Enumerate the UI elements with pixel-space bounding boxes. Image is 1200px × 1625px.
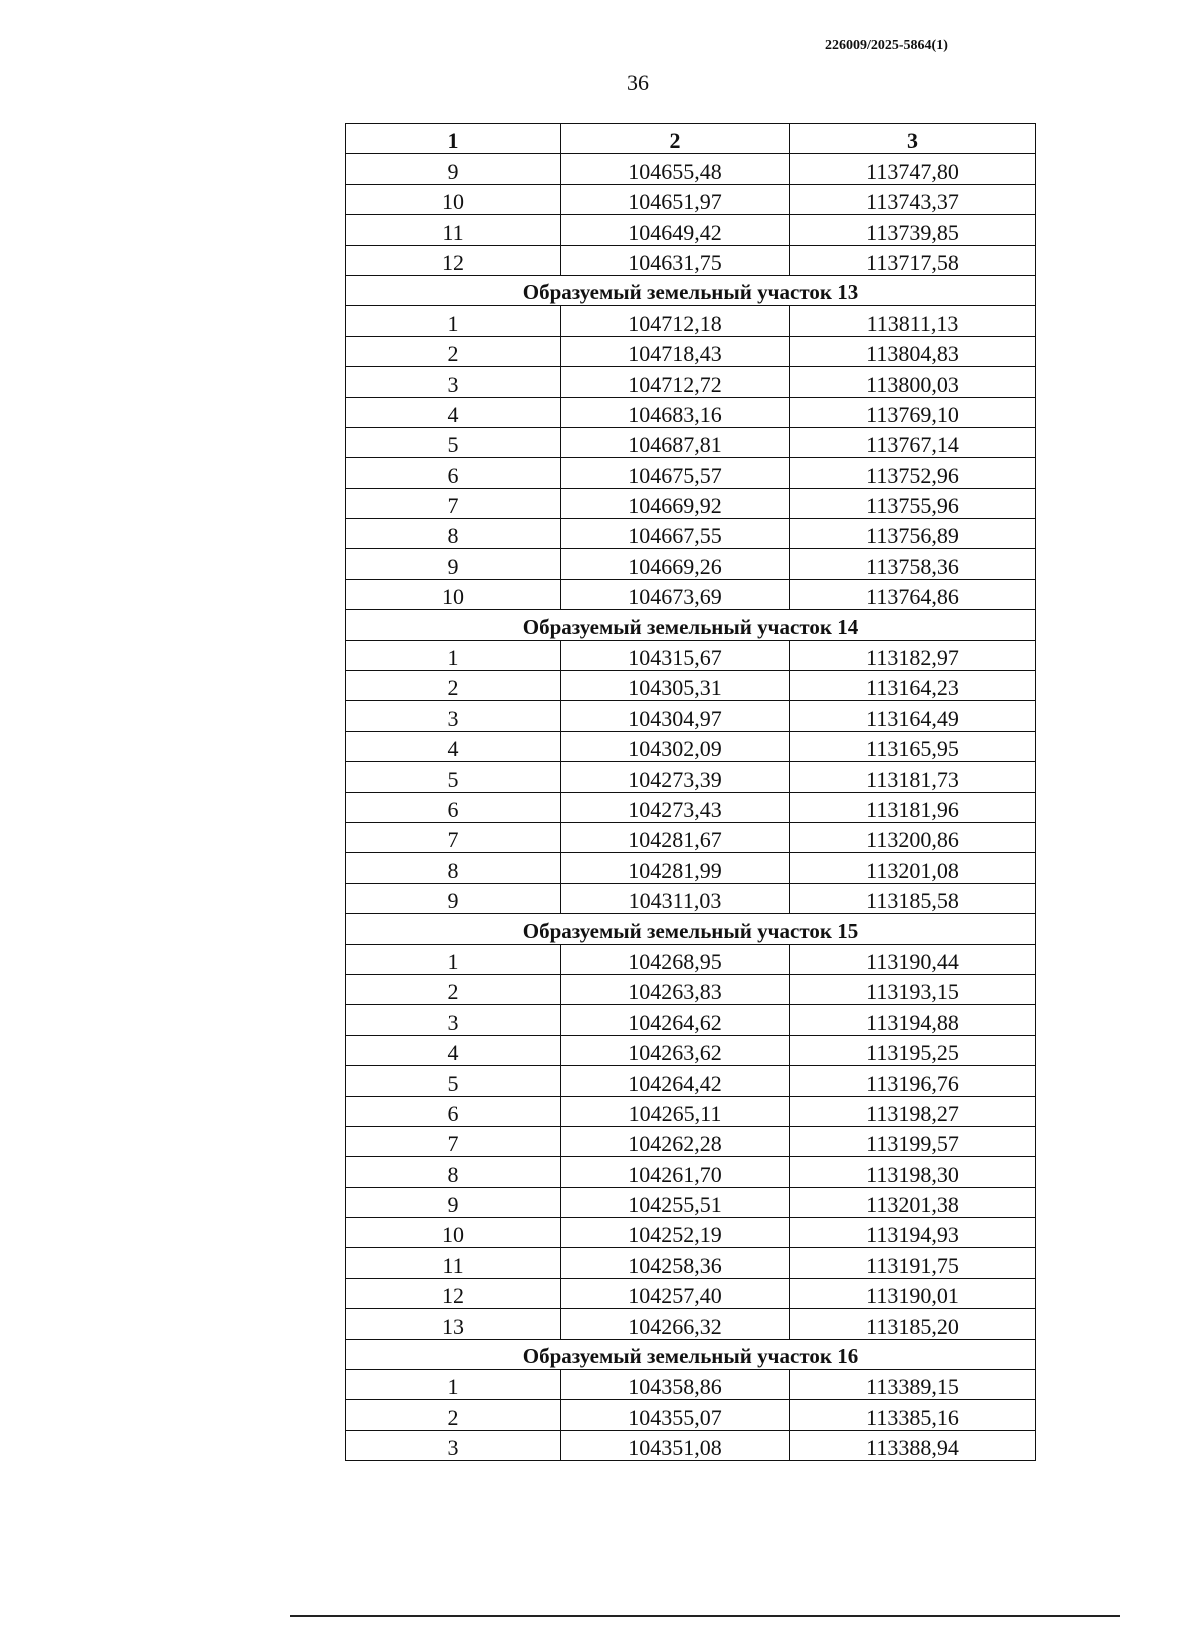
y-coordinate-cell: 113201,38 — [790, 1187, 1036, 1217]
point-number-cell: 7 — [346, 488, 561, 518]
y-coordinate-cell: 113195,25 — [790, 1035, 1036, 1065]
y-coordinate-cell: 113198,30 — [790, 1157, 1036, 1187]
point-number-cell: 2 — [346, 671, 561, 701]
x-coordinate-cell: 104651,97 — [561, 184, 790, 214]
x-coordinate-cell: 104351,08 — [561, 1430, 790, 1460]
point-number-cell: 12 — [346, 245, 561, 275]
point-number-cell: 9 — [346, 154, 561, 184]
y-coordinate-cell: 113747,80 — [790, 154, 1036, 184]
table-row — [346, 397, 1036, 427]
y-coordinate-cell: 113181,73 — [790, 762, 1036, 792]
point-number-cell: 1 — [346, 1370, 561, 1400]
point-number-cell: 13 — [346, 1309, 561, 1339]
table-row — [346, 1218, 1036, 1248]
table-row — [346, 1126, 1036, 1156]
point-number-cell: 12 — [346, 1278, 561, 1308]
table-row — [346, 640, 1036, 670]
y-coordinate-cell: 113755,96 — [790, 488, 1036, 518]
x-coordinate-cell: 104265,11 — [561, 1096, 790, 1126]
point-number-cell: 8 — [346, 853, 561, 883]
x-coordinate-cell: 104712,72 — [561, 367, 790, 397]
table-row — [346, 488, 1036, 518]
y-coordinate-cell: 113764,86 — [790, 579, 1036, 609]
x-coordinate-cell: 104252,19 — [561, 1218, 790, 1248]
x-coordinate-cell: 104675,57 — [561, 458, 790, 488]
y-coordinate-cell: 113164,23 — [790, 671, 1036, 701]
section-header-row — [346, 1339, 1036, 1369]
y-coordinate-cell: 113196,76 — [790, 1066, 1036, 1096]
x-coordinate-cell: 104281,99 — [561, 853, 790, 883]
point-number-cell: 4 — [346, 731, 561, 761]
point-number-cell: 6 — [346, 458, 561, 488]
section-header-row — [346, 275, 1036, 305]
y-coordinate-cell: 113385,16 — [790, 1400, 1036, 1430]
x-coordinate-cell: 104255,51 — [561, 1187, 790, 1217]
table-row — [346, 1035, 1036, 1065]
x-coordinate-cell: 104273,43 — [561, 792, 790, 822]
y-coordinate-cell: 113165,95 — [790, 731, 1036, 761]
x-coordinate-cell: 104302,09 — [561, 731, 790, 761]
x-coordinate-cell: 104655,48 — [561, 154, 790, 184]
header-cell-y: 3 — [790, 124, 1036, 154]
point-number-cell: 10 — [346, 1218, 561, 1248]
table-row — [346, 184, 1036, 214]
table-row — [346, 1157, 1036, 1187]
y-coordinate-cell: 113194,88 — [790, 1005, 1036, 1035]
y-coordinate-cell: 113389,15 — [790, 1370, 1036, 1400]
x-coordinate-cell: 104631,75 — [561, 245, 790, 275]
y-coordinate-cell: 113758,36 — [790, 549, 1036, 579]
y-coordinate-cell: 113811,13 — [790, 306, 1036, 336]
point-number-cell: 5 — [346, 762, 561, 792]
table-row — [346, 245, 1036, 275]
y-coordinate-cell: 113190,44 — [790, 944, 1036, 974]
section-title: Образуемый земельный участок 13 — [346, 275, 1036, 305]
x-coordinate-cell: 104718,43 — [561, 336, 790, 366]
point-number-cell: 5 — [346, 1066, 561, 1096]
point-number-cell: 1 — [346, 944, 561, 974]
table-row — [346, 1187, 1036, 1217]
point-number-cell: 9 — [346, 549, 561, 579]
table-row — [346, 974, 1036, 1004]
x-coordinate-cell: 104315,67 — [561, 640, 790, 670]
point-number-cell: 9 — [346, 1187, 561, 1217]
y-coordinate-cell: 113185,20 — [790, 1309, 1036, 1339]
x-coordinate-cell: 104669,26 — [561, 549, 790, 579]
y-coordinate-cell: 113194,93 — [790, 1218, 1036, 1248]
table-row — [346, 1278, 1036, 1308]
x-coordinate-cell: 104649,42 — [561, 215, 790, 245]
table-row — [346, 1096, 1036, 1126]
point-number-cell: 7 — [346, 1126, 561, 1156]
point-number-cell: 9 — [346, 883, 561, 913]
table-row — [346, 306, 1036, 336]
x-coordinate-cell: 104262,28 — [561, 1126, 790, 1156]
x-coordinate-cell: 104264,42 — [561, 1066, 790, 1096]
y-coordinate-cell: 113739,85 — [790, 215, 1036, 245]
table-row — [346, 519, 1036, 549]
table-row — [346, 1430, 1036, 1460]
x-coordinate-cell: 104261,70 — [561, 1157, 790, 1187]
point-number-cell: 1 — [346, 640, 561, 670]
point-number-cell: 6 — [346, 792, 561, 822]
y-coordinate-cell: 113181,96 — [790, 792, 1036, 822]
point-number-cell: 5 — [346, 427, 561, 457]
y-coordinate-cell: 113190,01 — [790, 1278, 1036, 1308]
y-coordinate-cell: 113756,89 — [790, 519, 1036, 549]
table-row — [346, 1066, 1036, 1096]
table-row — [346, 853, 1036, 883]
footer-rule — [290, 1615, 1120, 1617]
table-body — [346, 124, 1036, 1461]
table-row — [346, 1309, 1036, 1339]
table-row — [346, 549, 1036, 579]
table-row — [346, 367, 1036, 397]
table-row — [346, 1248, 1036, 1278]
x-coordinate-cell: 104305,31 — [561, 671, 790, 701]
y-coordinate-cell: 113769,10 — [790, 397, 1036, 427]
x-coordinate-cell: 104358,86 — [561, 1370, 790, 1400]
table-row — [346, 154, 1036, 184]
point-number-cell: 3 — [346, 1005, 561, 1035]
table-row — [346, 671, 1036, 701]
y-coordinate-cell: 113743,37 — [790, 184, 1036, 214]
table-row — [346, 1005, 1036, 1035]
point-number-cell: 3 — [346, 701, 561, 731]
x-coordinate-cell: 104263,83 — [561, 974, 790, 1004]
x-coordinate-cell: 104263,62 — [561, 1035, 790, 1065]
point-number-cell: 2 — [346, 1400, 561, 1430]
x-coordinate-cell: 104355,07 — [561, 1400, 790, 1430]
point-number-cell: 3 — [346, 367, 561, 397]
y-coordinate-cell: 113193,15 — [790, 974, 1036, 1004]
point-number-cell: 10 — [346, 579, 561, 609]
table-row — [346, 731, 1036, 761]
table-row — [346, 1370, 1036, 1400]
table-row — [346, 336, 1036, 366]
y-coordinate-cell: 113388,94 — [790, 1430, 1036, 1460]
point-number-cell: 2 — [346, 336, 561, 366]
y-coordinate-cell: 113767,14 — [790, 427, 1036, 457]
y-coordinate-cell: 113200,86 — [790, 822, 1036, 852]
y-coordinate-cell: 113198,27 — [790, 1096, 1036, 1126]
y-coordinate-cell: 113164,49 — [790, 701, 1036, 731]
point-number-cell: 4 — [346, 397, 561, 427]
y-coordinate-cell: 113191,75 — [790, 1248, 1036, 1278]
x-coordinate-cell: 104311,03 — [561, 883, 790, 913]
point-number-cell: 1 — [346, 306, 561, 336]
table-row — [346, 822, 1036, 852]
point-number-cell: 2 — [346, 974, 561, 1004]
table-row — [346, 1400, 1036, 1430]
x-coordinate-cell: 104268,95 — [561, 944, 790, 974]
y-coordinate-cell: 113201,08 — [790, 853, 1036, 883]
table-row — [346, 215, 1036, 245]
table-row — [346, 883, 1036, 913]
table-header-row — [346, 124, 1036, 154]
table-row — [346, 701, 1036, 731]
table-row — [346, 792, 1036, 822]
point-number-cell: 10 — [346, 184, 561, 214]
section-header-row — [346, 914, 1036, 944]
y-coordinate-cell: 113800,03 — [790, 367, 1036, 397]
y-coordinate-cell: 113199,57 — [790, 1126, 1036, 1156]
header-cell-point: 1 — [346, 124, 561, 154]
section-title: Образуемый земельный участок 14 — [346, 610, 1036, 640]
section-header-row — [346, 610, 1036, 640]
table-row — [346, 427, 1036, 457]
x-coordinate-cell: 104669,92 — [561, 488, 790, 518]
y-coordinate-cell: 113804,83 — [790, 336, 1036, 366]
x-coordinate-cell: 104281,67 — [561, 822, 790, 852]
point-number-cell: 6 — [346, 1096, 561, 1126]
x-coordinate-cell: 104264,62 — [561, 1005, 790, 1035]
table-row — [346, 458, 1036, 488]
document-id: 226009/2025-5864(1) — [825, 38, 948, 53]
point-number-cell: 8 — [346, 1157, 561, 1187]
x-coordinate-cell: 104667,55 — [561, 519, 790, 549]
page-number: 36 — [627, 70, 649, 95]
point-number-cell: 8 — [346, 519, 561, 549]
y-coordinate-cell: 113185,58 — [790, 883, 1036, 913]
x-coordinate-cell: 104257,40 — [561, 1278, 790, 1308]
x-coordinate-cell: 104266,32 — [561, 1309, 790, 1339]
point-number-cell: 11 — [346, 215, 561, 245]
point-number-cell: 3 — [346, 1430, 561, 1460]
point-number-cell: 4 — [346, 1035, 561, 1065]
section-title: Образуемый земельный участок 16 — [346, 1339, 1036, 1369]
x-coordinate-cell: 104258,36 — [561, 1248, 790, 1278]
header-cell-x: 2 — [561, 124, 790, 154]
x-coordinate-cell: 104687,81 — [561, 427, 790, 457]
x-coordinate-cell: 104304,97 — [561, 701, 790, 731]
x-coordinate-cell: 104683,16 — [561, 397, 790, 427]
point-number-cell: 7 — [346, 822, 561, 852]
x-coordinate-cell: 104712,18 — [561, 306, 790, 336]
table-row — [346, 579, 1036, 609]
x-coordinate-cell: 104673,69 — [561, 579, 790, 609]
y-coordinate-cell: 113182,97 — [790, 640, 1036, 670]
section-title: Образуемый земельный участок 15 — [346, 914, 1036, 944]
table-row — [346, 762, 1036, 792]
point-number-cell: 11 — [346, 1248, 561, 1278]
table-row — [346, 944, 1036, 974]
x-coordinate-cell: 104273,39 — [561, 762, 790, 792]
y-coordinate-cell: 113752,96 — [790, 458, 1036, 488]
coordinates-table — [345, 123, 1036, 1461]
y-coordinate-cell: 113717,58 — [790, 245, 1036, 275]
